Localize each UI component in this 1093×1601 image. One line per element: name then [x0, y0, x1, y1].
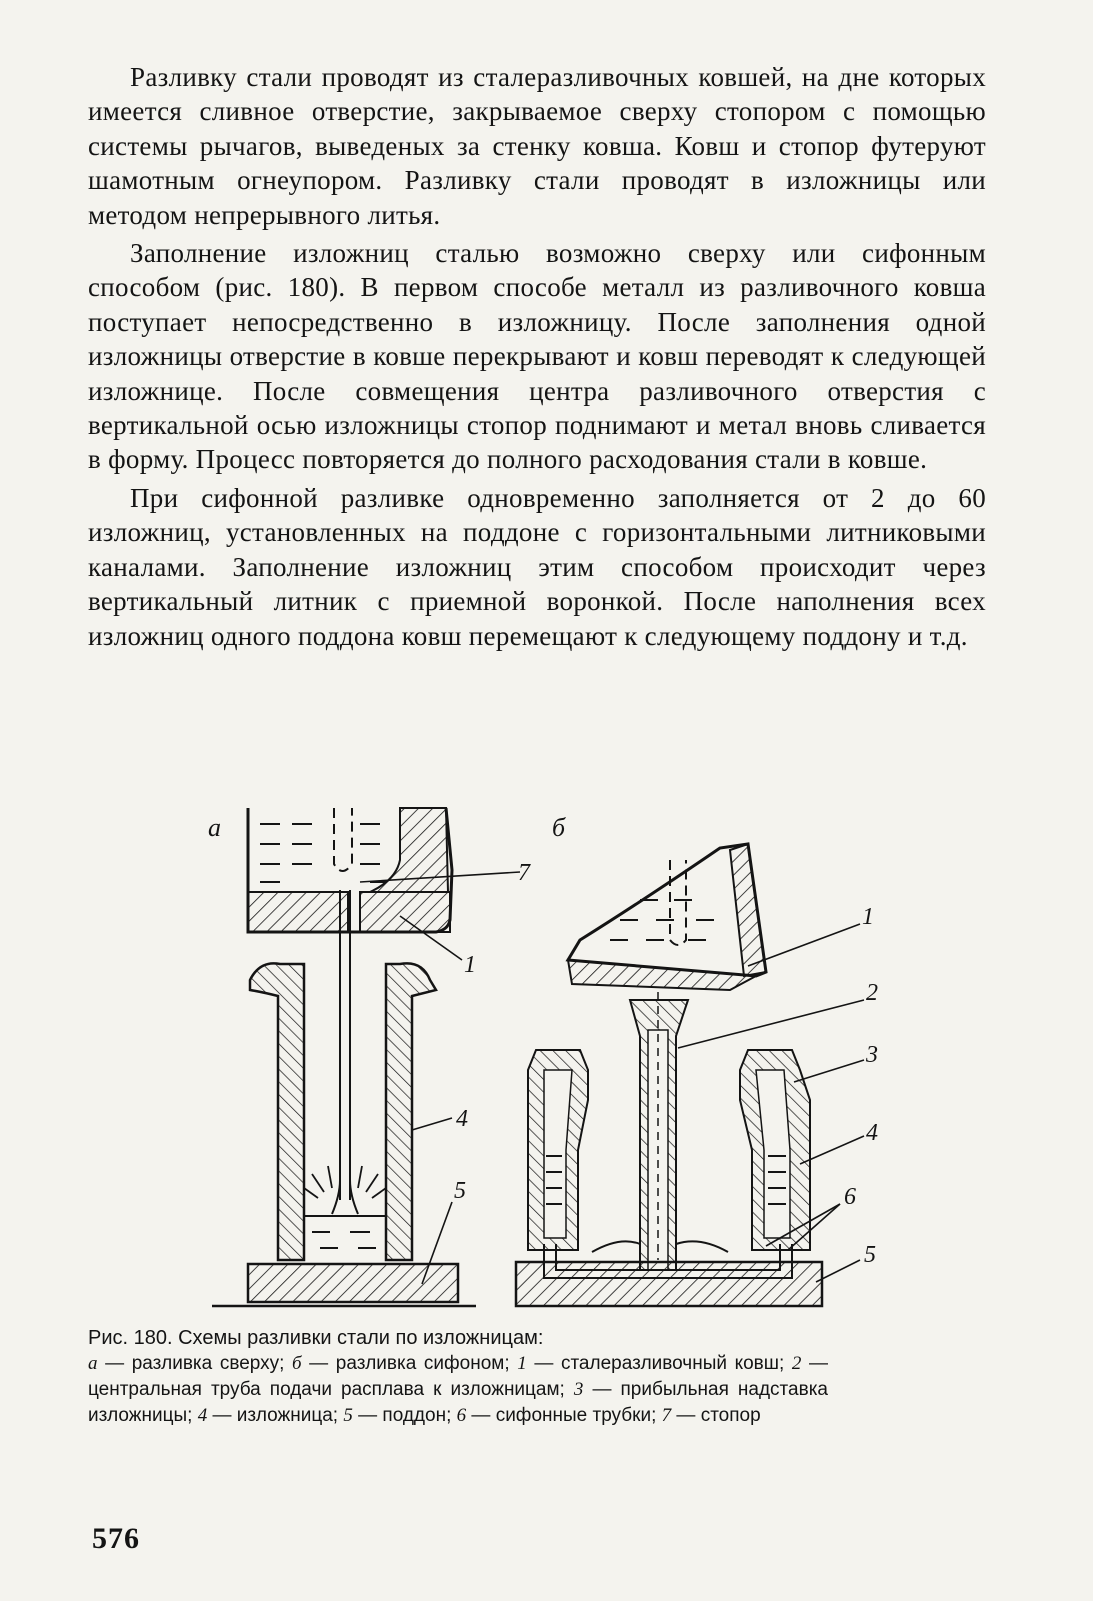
number-4-a: 4	[456, 1106, 468, 1132]
paragraph-2: Заполнение изложниц сталью возможно сверху или сифонным способом (рис. 180). В первом способе металл из разливочного ковша поступает непосредственно в изложницу. После заполнения одной изложницы отверстие в ковше перекрывают и ковш переводят к следующей изложнице. После совмещения центра разливочного отверстия с вертикальной осью изложницы стопор поднимают и метал вновь сливается в форму. Процесс повторяется до полного расходования стали в ковше.	[88, 238, 986, 475]
legend-text: — изложница;	[207, 1405, 344, 1426]
label-b: б	[552, 813, 566, 842]
number-2: 2	[866, 980, 878, 1006]
legend-key: 2	[791, 1353, 802, 1374]
ladle-b	[568, 844, 766, 990]
number-7: 7	[518, 860, 530, 886]
label-a: а	[208, 813, 221, 842]
legend-text: — сифонные трубки;	[466, 1405, 662, 1426]
legend-key: 4	[197, 1405, 208, 1426]
number-1-a: 1	[464, 952, 476, 978]
scheme-a	[208, 808, 531, 1306]
number-3: 3	[866, 1042, 878, 1068]
legend-key: а	[88, 1353, 98, 1374]
legend-key: 6	[456, 1405, 467, 1426]
legend-text: — сталеразливочный ковш;	[526, 1353, 792, 1374]
pouring-schemes-diagram	[200, 800, 878, 1320]
number-6: 6	[844, 1184, 856, 1210]
central-pipe	[630, 992, 688, 1270]
paragraph-3: При сифонной разливке одновременно заполняется от 2 до 60 изложниц, установленных на поддоне с горизонтальными литниковыми каналами. Заполнение изложниц этим способом происходит через вертикальный литник с приемной воронкой. После наполнения всех изложниц одного поддона ковш перемещают к следующему поддону и т.д.	[88, 482, 986, 651]
legend-text: — разливка сверху;	[97, 1353, 293, 1374]
mold-a	[250, 963, 436, 1260]
legend-key: 7	[661, 1405, 672, 1426]
figure-180	[200, 800, 878, 1320]
scheme-b	[516, 813, 878, 1306]
mold-left-b	[528, 1050, 588, 1250]
stream-a	[332, 890, 358, 1214]
legend-text: — поддон;	[352, 1405, 457, 1426]
caption-title: Рис. 180. Схемы разливки стали по изложницам:	[88, 1327, 544, 1349]
legend-text: — прибыльная надставка изложницы;	[88, 1379, 828, 1426]
caption-legend	[88, 1353, 828, 1426]
number-5-a: 5	[454, 1178, 466, 1204]
page-number: 576	[92, 1522, 140, 1555]
number-1-b: 1	[862, 904, 874, 930]
legend-text: — разливка сифоном;	[301, 1353, 518, 1374]
number-4-b: 4	[866, 1120, 878, 1146]
number-5-b: 5	[864, 1242, 876, 1268]
legend-key: 3	[573, 1379, 584, 1400]
legend-text: — центральная труба подачи расплава к изложницам;	[88, 1353, 828, 1400]
legend-key: б	[292, 1353, 302, 1374]
figure-caption	[88, 1325, 828, 1429]
legend-key: 5	[343, 1405, 353, 1426]
legend-text: — стопор	[671, 1405, 761, 1426]
body-text	[88, 60, 986, 657]
legend-key: 1	[517, 1353, 527, 1374]
paragraph-1: Разливку стали проводят из сталеразливочных ковшей, на дне которых имеется сливное отверстие, закрываемое сверху стопором с помощью системы рычагов, выведеных за стенку ковша. Ковш и стопор футеруют шамотным огнеупором. Разливку стали проводят в изложницы или методом непрерывного литья.	[88, 62, 986, 230]
